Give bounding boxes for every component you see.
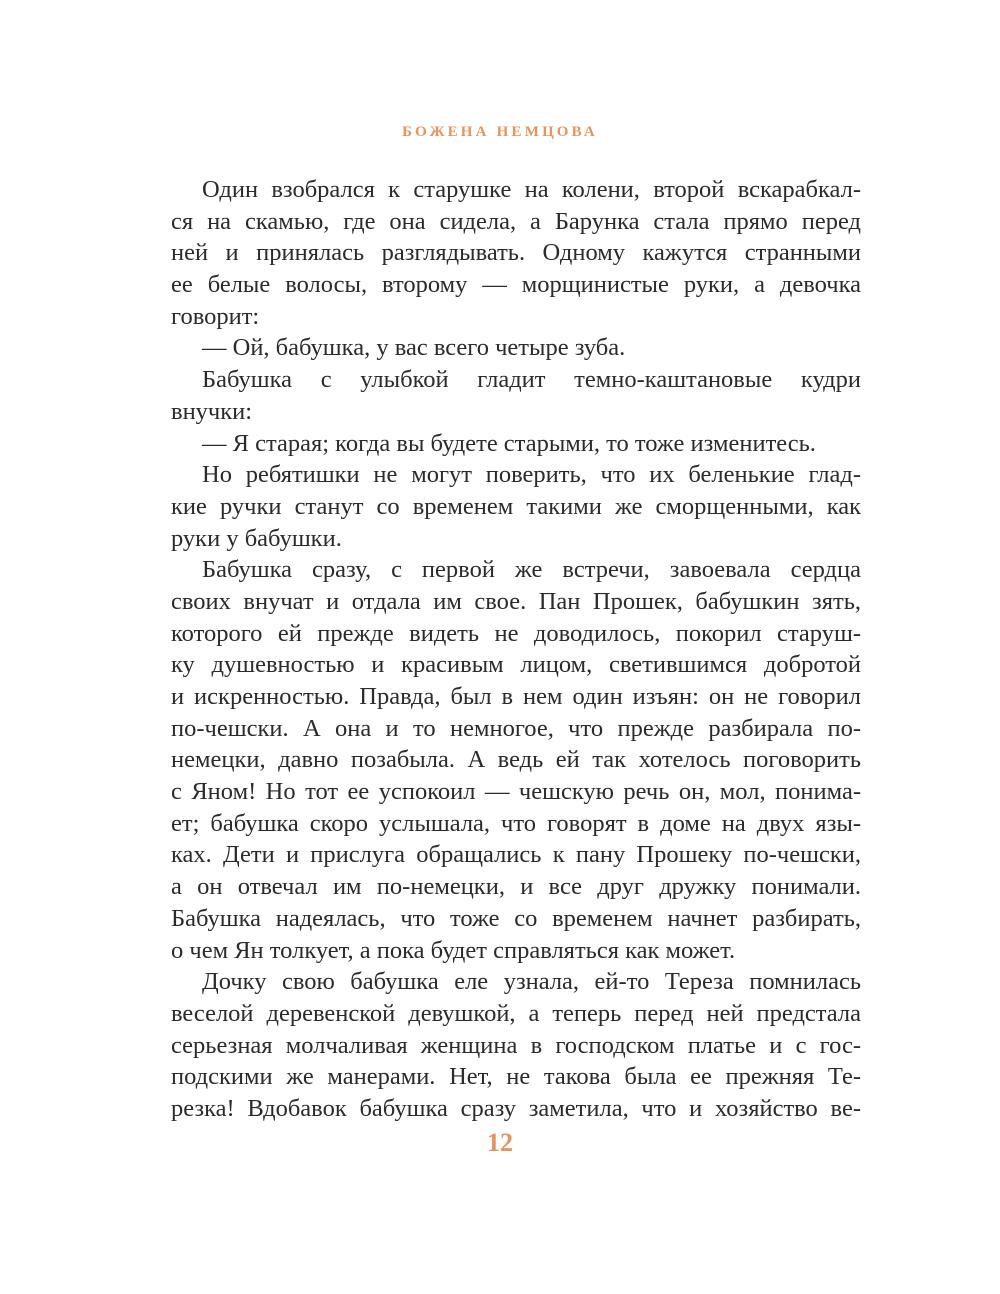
text-line: с Яном! Но тот ее успокоил — чешскую речь он, мол, понима- (171, 778, 861, 806)
text-line: Один взобрался к старушке на колени, второй вскарабкал- (202, 176, 861, 203)
text-line: веселой деревенской девушкой, а теперь перед ней предстала (171, 999, 861, 1027)
text-line: ее белые волосы, второму — морщинистые руки, а девочка (171, 271, 861, 299)
text-line: ней и принялась разглядывать. Одному кажутся странными (171, 239, 861, 267)
text-line: серьезная молчаливая женщина в господском платье и с гос- (171, 1031, 861, 1059)
text-line: ся на скамью, где она сидела, а Барунка стала прямо перед (171, 207, 861, 235)
text-line: которого ей прежде видеть не доводилось, покорил старуш- (171, 619, 861, 647)
body-text (171, 174, 861, 1125)
text-line: — Я старая; когда вы будете старыми, то тоже изменитесь. (202, 429, 816, 457)
text-line: своих внучат и отдала им свое. Пан Прошек, бабушкин зять, (171, 587, 861, 615)
text-line: о чем Ян толкует, а пока будет справляться как может. (171, 936, 736, 964)
text-line: — Ой, бабушка, у вас всего четыре зуба. (202, 334, 626, 362)
text-line: руки у бабушки. (171, 524, 342, 552)
text-line: говорит: (171, 302, 260, 330)
text-line: внучки: (171, 397, 253, 425)
running-head-author: БОЖЕНА НЕМЦОВА (402, 124, 598, 140)
text-line: и искренностью. Правда, был в нем один изъян: он не говорил (171, 683, 861, 710)
text-line: Но ребятишки не могут поверить, что их беленькие глад- (202, 461, 861, 489)
page-number: 12 (487, 1128, 513, 1157)
text-line: Бабушка с улыбкой гладит темно-каштановые кудри (202, 366, 861, 394)
text-line: ет; бабушка скоро услышала, что говорят в доме на двух язы- (171, 809, 861, 837)
text-line: Бабушка надеялась, что тоже со временем начнет разбирать, (171, 904, 861, 932)
text-line: по-чешски. А она и то немногое, что прежде разбирала по- (171, 714, 861, 742)
text-line: резка! Вдобавок бабушка сразу заметила, что и хозяйство ве- (171, 1094, 861, 1122)
text-line: ку душевностью и красивым лицом, светившимся добротой (171, 651, 861, 679)
text-line: кие ручки станут со временем такими же сморщенными, как (171, 492, 861, 520)
text-line: подскими же манерами. Нет, не такова была ее прежняя Те- (171, 1063, 861, 1091)
text-line: Бабушка сразу, с первой же встречи, завоевала сердца (202, 556, 861, 584)
text-line: а он отвечал им по-немецки, и все друг дружку понимали. (171, 873, 861, 901)
text-line: немецки, давно позабыла. А ведь ей так хотелось поговорить (171, 746, 861, 774)
text-line: ках. Дети и прислуга обращались к пану Прошеку по-чешски, (171, 841, 861, 869)
text-line: Дочку свою бабушка еле узнала, ей-то Тереза помнилась (202, 968, 861, 996)
